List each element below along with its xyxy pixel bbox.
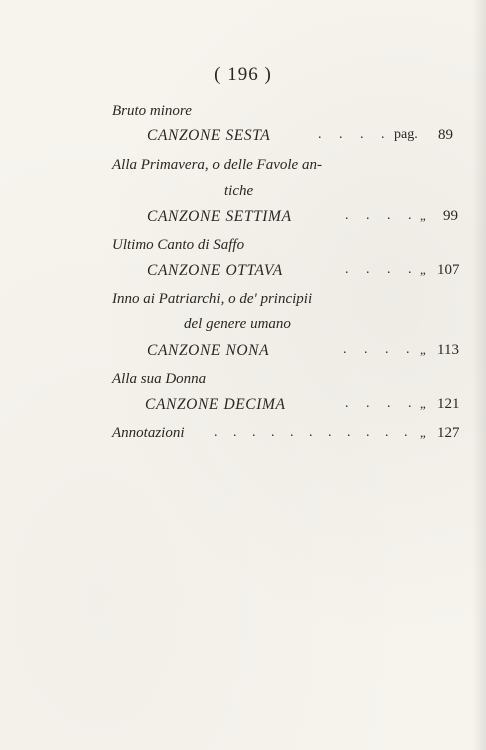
toc-page-number: 121 <box>437 396 460 412</box>
toc-page-label: „ <box>420 342 426 357</box>
toc-work-title: Ultimo Canto di Saffo <box>112 237 245 253</box>
toc-work-title: Bruto minore <box>112 103 192 119</box>
toc-page-number: 107 <box>437 262 460 278</box>
toc-work-title: Inno ai Patriarchi, o de' principii <box>112 291 313 307</box>
toc-page-label: „ <box>420 262 426 277</box>
toc-dot-leader: . . . . <box>345 396 419 411</box>
toc-dot-leader: . . . . <box>345 208 419 223</box>
toc-dot-leader: . . . . <box>318 127 392 142</box>
toc-work-title-continued: tiche <box>224 183 254 199</box>
toc-entry-canzone-ottava <box>0 262 486 286</box>
toc-entry-annotazioni <box>0 425 486 449</box>
toc-page-number: 99 <box>443 208 458 224</box>
toc-work-title: Alla sua Donna <box>112 371 207 387</box>
toc-page-label: „ <box>420 396 426 411</box>
toc-entry-alla-primavera <box>0 157 486 181</box>
toc-entry-bruto-minore <box>0 103 486 127</box>
toc-dot-leader: . . . . <box>343 342 417 357</box>
toc-entry-alla-primavera-cont <box>0 183 486 207</box>
toc-section-title: CANZONE NONA <box>147 342 270 359</box>
toc-entry-canzone-nona <box>0 342 486 366</box>
toc-entry-inno-ai-patriarchi <box>0 291 486 315</box>
toc-entry-alla-sua-donna <box>0 371 486 395</box>
toc-section-title: CANZONE DECIMA <box>145 396 286 413</box>
toc-page-label: „ <box>420 208 426 223</box>
page-number: ( 196 ) <box>214 64 272 85</box>
toc-work-title: Alla Primavera, o delle Favole an- <box>112 157 322 173</box>
toc-page-number: 89 <box>438 127 453 143</box>
toc-entry-ultimo-canto <box>0 237 486 261</box>
toc-page-label: pag. <box>394 127 418 142</box>
toc-section-title: CANZONE OTTAVA <box>147 262 283 279</box>
toc-section-title: CANZONE SETTIMA <box>147 208 292 225</box>
toc-page-number: 127 <box>437 425 460 441</box>
toc-work-title: Annotazioni <box>112 425 185 441</box>
toc-entry-canzone-settima <box>0 208 486 232</box>
toc-entry-canzone-decima <box>0 396 486 420</box>
toc-dot-leader: . . . . <box>345 262 419 277</box>
toc-section-title: CANZONE SESTA <box>147 127 271 144</box>
toc-entry-inno-cont <box>0 316 486 340</box>
toc-entry-canzone-sesta <box>0 127 486 151</box>
toc-page-label: „ <box>420 425 426 440</box>
toc-dot-leader: . . . . . . . . . . . <box>214 425 414 440</box>
toc-page-number: 113 <box>437 342 459 358</box>
toc-work-title-continued: del genere umano <box>184 316 291 332</box>
